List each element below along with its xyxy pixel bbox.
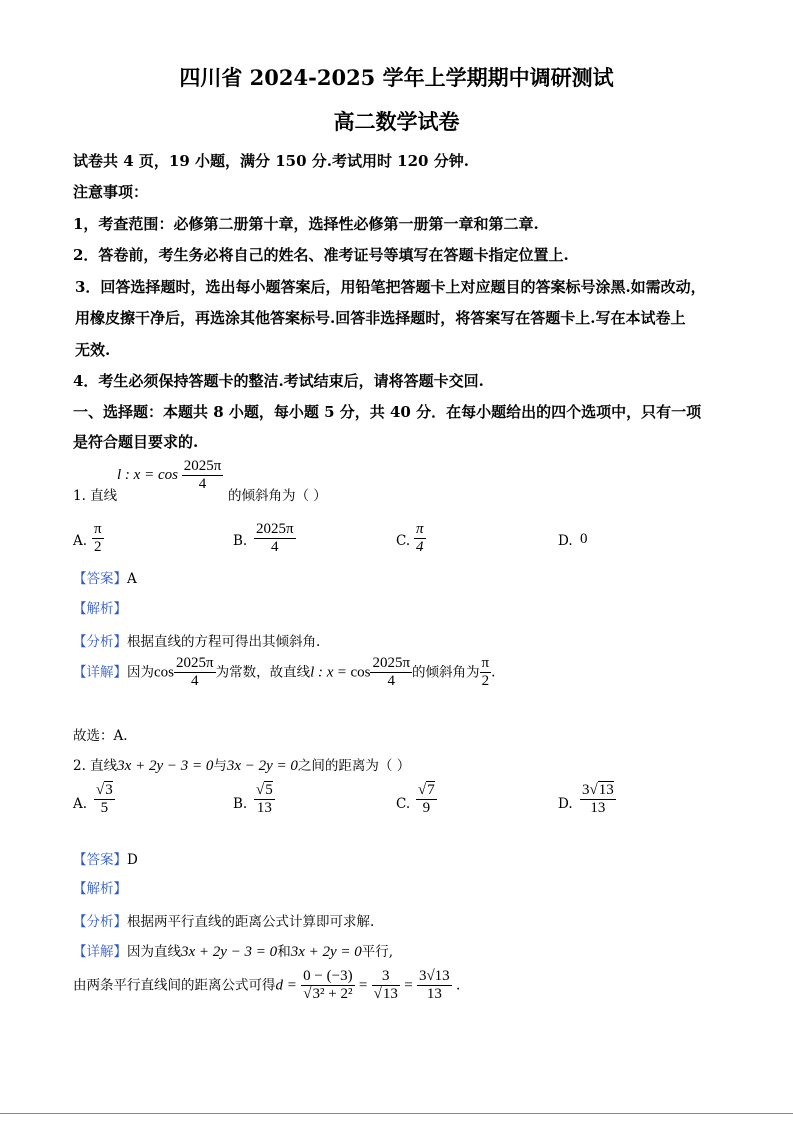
q2-option-c-label: C. [396,796,411,812]
q1-option-a-label: A. [73,533,88,549]
q2-option-a-value: $\frac{√3}{5}$ [96,782,113,817]
q2-option-b-label: B. [233,796,248,812]
q1-fenxi: 【分析】根据直线的方程可得出其倾斜角. [73,634,321,650]
notice-item-2: 2．答卷前，考生务必将自己的姓名、准考证号等填写在答题卡指定位置上. [73,246,569,264]
q2-stem: 2. 直线3x + 2y − 3 = 0与3x − 2y = 0之间的距离为（ ） [73,758,411,774]
notice-item-3-line-1: 3．回答选择题时，选出每小题答案后，用铅笔把答题卡上对应题目的答案标号涂黑.如需改动， [75,278,706,296]
notice-item-1: 1，考查范围：必修第二册第十章，选择性必修第一册第一章和第二章. [73,215,539,233]
notice-item-3-line-3: 无效. [75,341,111,359]
q2-option-b-value: $\frac{√5}{13}$ [256,782,273,817]
q2-answer: 【答案】D [73,852,138,868]
q1-option-c-label: C. [396,533,411,549]
page-bottom-divider [0,1113,793,1114]
q1-analysis-tag: 【解析】 [73,601,127,617]
q1-number: 1. 直线 [73,488,118,504]
notice-item-4: 4．考生必须保持答题卡的整洁.考试结束后，请将答题卡交回. [73,372,484,390]
section-heading-line-1: 一、选择题：本题共 8 小题，每小题 5 分，共 40 分．在每小题给出的四个选项中，只有一项 [73,403,702,421]
q2-option-c-value: $\frac{√7}{9}$ [418,782,435,817]
section-heading-line-2: 是符合题目要求的. [73,433,199,451]
q2-fenxi: 【分析】根据两平行直线的距离公式计算即可求解. [73,914,375,930]
q1-option-b-label: B. [233,533,248,549]
q1-option-b-value: $\frac{2025\pi}{4}$ [256,521,294,556]
q1-option-c-value: $\frac{\pi}{4}$ [416,521,424,556]
q1-answer: 【答案】A [73,571,137,587]
notice-item-3-line-2: 用橡皮擦干净后，再选涂其他答案标号.回答非选择题时，将答案写在答题卡上.写在本试卷上 [75,309,686,327]
q2-option-d-value: $\frac{3√13}{13}$ [582,782,614,817]
q1-question-tail: 的倾斜角为（ ） [228,488,327,504]
q1-option-d-value: 0 [580,531,588,547]
q2-detail: 【详解】因为直线3x + 2y − 3 = 0和3x + 2y = 0平行, [73,944,394,960]
q2-distance-formula: 由两条平行直线间的距离公式可得d = $\frac{0 - (-3)}{\text{√3² + 2²}}$ = $\frac{3}{√13}$ = $\frac{3√13}{13}$ . [73,968,461,1003]
q1-option-d-label: D. [558,533,573,549]
q1-fraction: $\frac{2025\pi}{4}$ [183,458,222,493]
q2-analysis-tag: 【解析】 [73,881,127,897]
page-title: 四川省 2024-2025 学年上学期期中调研测试 [179,65,614,90]
q1-option-a-value: $\frac{\pi}{2}$ [94,521,102,556]
notice-title: 注意事项： [73,183,149,201]
page-subtitle: 高二数学试卷 [333,109,460,134]
q1-line-equation: l : x = cos $\frac{2025\pi}{4}$ [117,458,222,493]
q1-conclusion: 故选：A. [73,728,128,744]
q2-option-d-label: D. [558,796,573,812]
q1-detail: 【详解】因为cos $\frac{2025\pi}{4}$ 为常数，故直线l : x = cos $\frac{2025\pi}{4}$ 的倾斜角为 $\frac{\pi}{2}$ . [73,655,496,690]
q2-option-a-label: A. [73,796,88,812]
intro-line: 试卷共 4 页，19 小题，满分 150 分.考试用时 120 分钟. [73,152,469,170]
